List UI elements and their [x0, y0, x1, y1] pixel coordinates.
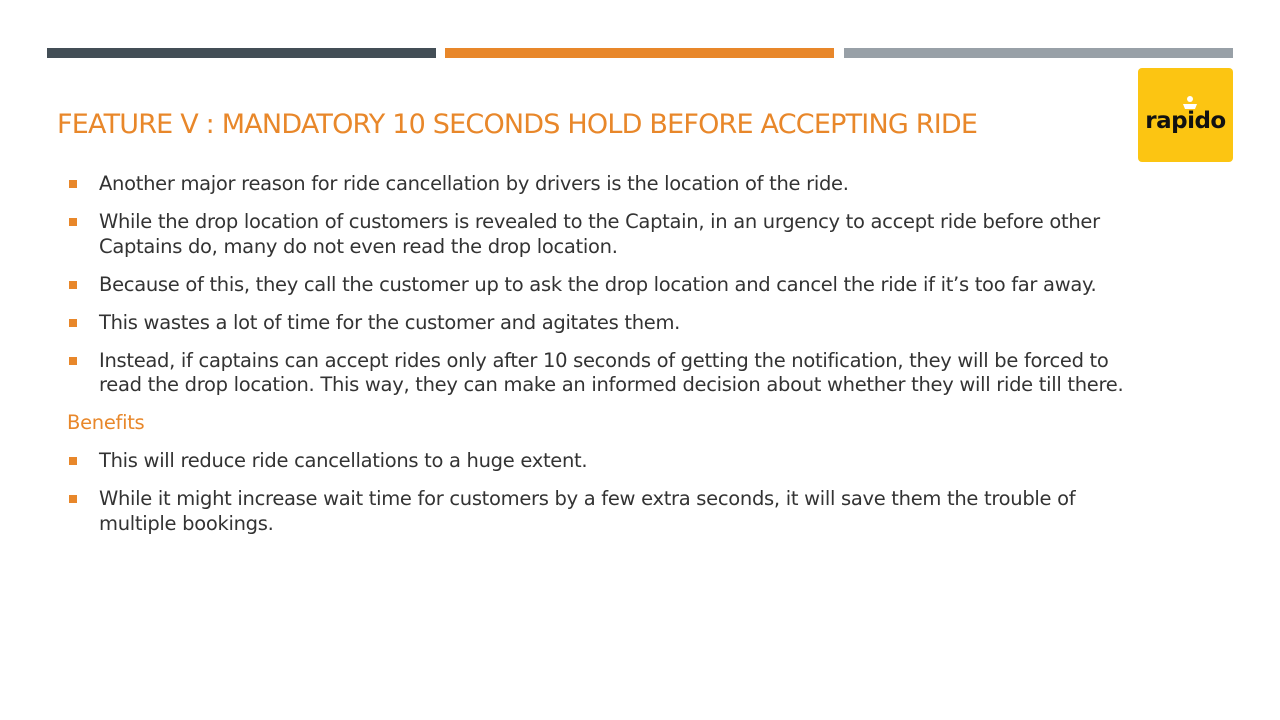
list-item [67, 210, 1127, 259]
rapido-logo [1138, 68, 1233, 162]
bullet-text: Because of this, they call the customer up to ask the drop location and cancel the ride if it’s too far away. [99, 272, 1097, 296]
bullet-marker [69, 180, 77, 188]
logo-text: rapido [1145, 108, 1226, 134]
top-bar-dark [47, 48, 436, 58]
bullet-marker [69, 457, 77, 465]
bullet-text: While it might increase wait time for customers by a few extra seconds, it will save them the trouble of multiple bookings. [99, 487, 1076, 535]
slide-content [67, 172, 1127, 550]
benefits-heading: Benefits [67, 411, 145, 434]
bullet-marker [69, 281, 77, 289]
top-bar-gray [844, 48, 1233, 58]
slide-title: FEATURE V : MANDATORY 10 SECONDS HOLD BEFORE ACCEPTING RIDE [57, 109, 978, 140]
list-item [67, 349, 1127, 398]
list-item [67, 172, 1127, 197]
list-item [67, 273, 1127, 298]
list-item [67, 449, 1127, 474]
bullet-text: Instead, if captains can accept rides only after 10 seconds of getting the notification, they will be forced to read the drop location. This way, they can make an informed decision about whether they will ride till there. [99, 348, 1124, 396]
rapido-logo-icon [1138, 68, 1233, 162]
bullet-marker [69, 319, 77, 327]
bullet-text: Another major reason for ride cancellation by drivers is the location of the ride. [99, 172, 849, 195]
bullet-text: This will reduce ride cancellations to a huge extent. [99, 449, 588, 472]
bullet-text: While the drop location of customers is revealed to the Captain, in an urgency to accept ride before other Captains do, many do not even read the drop location. [99, 210, 1100, 258]
bullet-text: This wastes a lot of time for the customer and agitates them. [99, 310, 681, 334]
list-item [67, 487, 1127, 536]
bullet-marker [69, 357, 77, 365]
top-bar-orange [445, 48, 834, 58]
bullet-marker [69, 495, 77, 503]
bullet-marker [69, 218, 77, 226]
list-item [67, 311, 1127, 336]
